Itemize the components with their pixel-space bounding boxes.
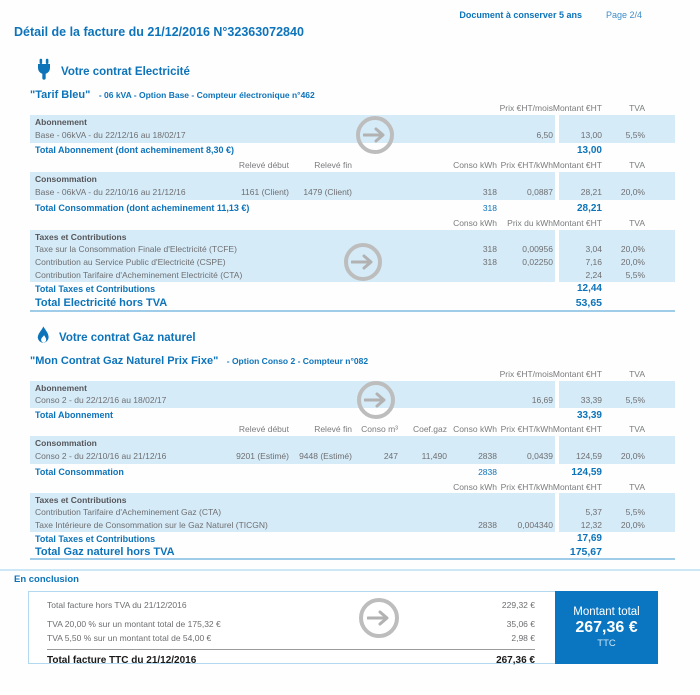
col-prix-kwh: Prix €HT/kWh: [500, 160, 553, 170]
page-number: Page 2/4: [605, 10, 642, 20]
total-amount-box: [555, 591, 658, 664]
gas-section-header: [36, 326, 675, 350]
elec-conso-title-row: Consommation: [30, 172, 675, 185]
keep-note: Document à conserver 5 ans: [459, 10, 582, 20]
cell-montant: 28,21: [580, 187, 602, 197]
elec-taxes-column-headers: [30, 217, 675, 230]
elec-taxes-total-row: Total Taxes et Contributions 12,44: [35, 283, 602, 294]
col-coef-gaz: Coef.gaz: [412, 424, 447, 434]
arrow-right-icon: [357, 381, 395, 419]
cell-releve-debut: 1161 (Client): [240, 187, 289, 197]
elec-tax-row: Contribution Tarifaire d'Acheminement Electricité (CTA) 2,24 5,5%: [30, 269, 675, 282]
section-divider: [0, 569, 700, 571]
col-tva: TVA: [629, 160, 645, 170]
gas-contract-line: [30, 352, 675, 367]
gas-taxes-title-row: Taxes et Contributions: [30, 493, 675, 506]
gas-conso-total-row: Total Consommation 2838 124,59: [35, 467, 602, 478]
top-note: [459, 10, 642, 20]
elec-abonnement-row: Base - 06kVA - du 22/12/16 au 18/02/17 6,50 13,00 5,5%: [30, 128, 675, 143]
col-montant: Montant €HT: [552, 218, 602, 228]
col-montant: Montant €HT: [552, 160, 602, 170]
elec-abonnement-total-row: Total Abonnement (dont acheminement 8,30 €) 13,00: [35, 145, 602, 156]
electricity-contract-name: "Tarif Bleu": [30, 89, 91, 101]
gas-section-title: Votre contrat Gaz naturel: [59, 332, 196, 344]
elec-abonnement-column-headers: [30, 101, 675, 115]
elec-grand-total-row: Total Electricité hors TVA 53,65: [30, 296, 675, 312]
elec-tax-row: Taxe sur la Consommation Finale d'Electricité (TCFE) 318 0,00956 3,04 20,0%: [30, 243, 675, 256]
electricity-contract-details: - 06 kVA - Option Base - Compteur électronique n°462: [98, 90, 315, 100]
arrow-right-icon: [344, 243, 382, 281]
conclusion-title: En conclusion: [14, 574, 79, 585]
elec-tax-row: Contribution au Service Public d'Electricité (CSPE) 318 0,02250 7,16 20,0%: [30, 256, 675, 269]
gas-taxes-total-row: Total Taxes et Contributions 17,69: [35, 533, 602, 544]
content: [14, 60, 675, 666]
gas-conso-row: Conso 2 - du 22/10/16 au 21/12/16 9201 (Estimé) 9448 (Estimé) 247 11,490 2838 0,0439 124,59 20,0%: [30, 449, 675, 464]
elec-conso-row: Base - 06kVA - du 22/10/16 au 21/12/16 1161 (Client) 1479 (Client) 318 0,0887 28,21 20,0%: [30, 185, 675, 200]
conclusion-total-row: Total facture TTC du 21/12/2016 267,36 €: [47, 649, 535, 666]
conclusion-rows: [47, 597, 535, 666]
col-tva: TVA: [629, 103, 645, 113]
gas-abonnement-row: Conso 2 - du 22/12/16 au 18/02/17 16,69 33,39 5,5%: [30, 394, 675, 408]
arrow-right-icon: [356, 116, 394, 154]
col-conso-kwh: Conso kWh: [453, 218, 497, 228]
elec-conso-column-headers: [30, 158, 675, 172]
gas-grand-total-row: Total Gaz naturel hors TVA 175,67: [30, 546, 675, 560]
amount-unit: TTC: [597, 638, 616, 649]
cell-total-montant: 28,21: [576, 203, 602, 214]
col-conso-m3: Conso m³: [361, 424, 398, 434]
col-prix-mois: Prix €HT/mois: [499, 103, 553, 113]
cell-total-conso: 318: [482, 203, 497, 213]
electricity-section-title: Votre contrat Electricité: [61, 66, 190, 78]
conclusion-row: Total facture hors TVA du 21/12/2016 229,32 €: [47, 600, 535, 610]
gas-abonnement-total-row: Total Abonnement 33,39: [35, 410, 602, 421]
gas-contract-name: "Mon Contrat Gaz Naturel Prix Fixe": [30, 355, 219, 367]
gas-contract-details: - Option Conso 2 - Compteur n°082: [226, 356, 369, 366]
plug-icon: [36, 58, 52, 87]
gas-tax-row: Taxe Intérieure de Consommation sur le Gaz Naturel (TICGN) 2838 0,004340 12,32 20,0%: [30, 519, 675, 532]
electricity-section-header: [36, 60, 675, 84]
col-prix-du-kwh: Prix du kWh: [507, 218, 553, 228]
cell-tva: 5,5%: [625, 130, 645, 140]
flame-icon: [36, 325, 50, 352]
col-montant: Montant €HT: [552, 103, 602, 113]
conclusion-box: [28, 591, 658, 664]
cell-prix-mois: 6,50: [536, 130, 553, 140]
conclusion-row: TVA 20,00 % sur un montant total de 175,32 € 35,06 €: [47, 619, 535, 629]
cell-conso: 318: [482, 187, 497, 197]
cell-total-montant: 13,00: [576, 145, 602, 156]
amount-label: Montant total: [573, 606, 640, 618]
page-title: Détail de la facture du 21/12/2016 N°32363072840: [14, 25, 304, 39]
cell-tva: 20,0%: [620, 187, 645, 197]
amount-value: 267,36 €: [575, 619, 638, 636]
gas-taxes-column-headers: Conso kWh Prix €HT/kWh Montant €HT TVA: [453, 482, 645, 492]
elec-abonnement-title-row: Abonnement: [30, 115, 675, 128]
col-tva: TVA: [629, 218, 645, 228]
gas-abonnement-column-headers: Prix €HT/mois Montant €HT TVA: [499, 369, 645, 379]
elec-taxes-title-row: Taxes et Contributions: [30, 230, 675, 243]
gas-abonnement-title-row: Abonnement: [30, 381, 675, 394]
gas-conso-title-row: Consommation: [30, 436, 675, 449]
col-conso-kwh: Conso kWh: [453, 160, 497, 170]
arrow-right-icon: [359, 598, 399, 638]
col-releve-debut: Relevé début: [238, 160, 289, 170]
cell-releve-fin: 1479 (Client): [303, 187, 352, 197]
conclusion-row: TVA 5,50 % sur un montant total de 54,00 € 2,98 €: [47, 633, 535, 643]
col-releve-fin: Relevé fin: [314, 160, 352, 170]
gas-conso-column-headers: Relevé début Relevé fin Conso m³ Coef.gaz Conso kWh Prix €HT/kWh Montant €HT TVA: [238, 424, 645, 434]
cell-montant: 13,00: [580, 130, 602, 140]
elec-conso-total-row: Total Consommation (dont acheminement 11,13 €) 318 28,21: [30, 200, 675, 217]
electricity-contract-line: [30, 86, 675, 101]
gas-tax-row: Contribution Tarifaire d'Acheminement Gaz (CTA) 5,37 5,5%: [30, 506, 675, 519]
cell-prix: 0,0887: [527, 187, 553, 197]
